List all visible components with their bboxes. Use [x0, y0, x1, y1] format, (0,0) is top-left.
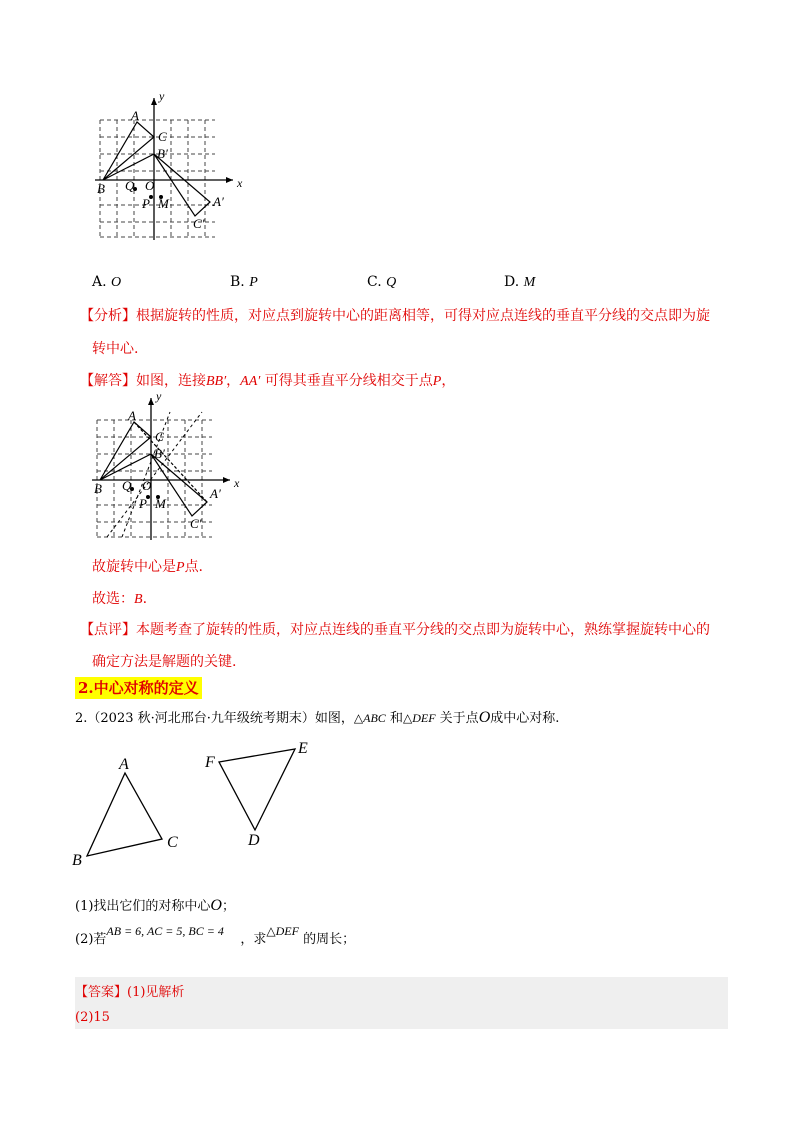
analysis-line-2: 转中心.: [92, 341, 139, 357]
section-title: 2.中心对称的定义: [75, 677, 202, 699]
point-b-prime-label: B′: [154, 446, 165, 461]
option-a: A. O: [92, 274, 122, 290]
option-c: C. Q: [367, 274, 397, 290]
point-c-label: C: [158, 129, 167, 144]
origin-o-label: O: [142, 478, 152, 493]
point-c-label: C: [155, 429, 164, 444]
part-2: (2)若AB = 6, AC = 5, BC = 4 ，求△DEF 的周长；: [75, 924, 356, 947]
vertex-f-label: F: [205, 754, 215, 771]
point-p-label: P: [139, 496, 147, 511]
vertex-a-label: A: [119, 756, 129, 773]
rotation-grid-figure: [95, 92, 250, 242]
option-d: D. M: [504, 274, 536, 290]
comment-line-2: 确定方法是解题的关键.: [92, 654, 237, 670]
comment-line-1: 【点评】本题考查了旋转的性质，对应点连线的垂直平分线的交点即为旋转中心，熟练掌握旋转中心的: [80, 622, 710, 638]
point-q-label: Q: [122, 478, 132, 493]
option-b: B. P: [230, 274, 258, 290]
triangle-abc: [87, 773, 162, 856]
conclusion-line: 故旋转中心是P点.: [92, 559, 204, 575]
triangle-def: [219, 749, 295, 830]
answer-line-1: 【答案】(1)见解析: [75, 985, 185, 1000]
point-a-prime-label: A′: [210, 486, 221, 501]
solution-grid-figure: [92, 392, 247, 542]
point-p-label: P: [142, 196, 150, 211]
point-a-label: A: [128, 408, 136, 423]
answer-line-2: (2)15: [75, 1010, 110, 1025]
analysis-line-1: 【分析】根据旋转的性质，对应点到旋转中心的距离相等，可得对应点连线的垂直平分线的交点即为旋: [80, 308, 710, 324]
question-line: 2.（2023 秋·河北邢台·九年级统考期末）如图，△ABC 和△DEF 关于点O成中心对称.: [75, 709, 560, 726]
origin-o-label: O: [145, 178, 155, 193]
y-axis-label: y: [159, 92, 165, 103]
vertex-c-label: C: [167, 834, 178, 851]
point-a-label: A: [131, 108, 139, 123]
x-axis-label: x: [234, 476, 240, 490]
point-c-prime-label: C′: [190, 516, 202, 531]
central-symmetry-figure: [65, 735, 335, 870]
choice-line: 故选：B.: [92, 591, 148, 607]
y-axis-label: y: [156, 392, 162, 403]
point-a-prime-label: A′: [213, 194, 224, 209]
point-m-label: M: [155, 496, 166, 511]
vertex-b-label: B: [72, 852, 82, 869]
point-q-label: Q: [125, 178, 135, 193]
point-c-prime-label: C′: [193, 216, 205, 231]
vertex-e-label: E: [298, 740, 308, 757]
vertex-d-label: D: [248, 832, 260, 849]
point-m-label: M: [158, 196, 169, 211]
point-b-label: B: [97, 181, 105, 196]
point-b-label: B: [94, 481, 102, 496]
x-axis-label: x: [237, 176, 243, 190]
solution-line: 【解答】如图，连接BB′，AA′ 可得其垂直平分线相交于点P，: [80, 373, 456, 389]
point-b-prime-label: B′: [157, 146, 168, 161]
part-1: (1)找出它们的对称中心O；: [75, 897, 235, 914]
